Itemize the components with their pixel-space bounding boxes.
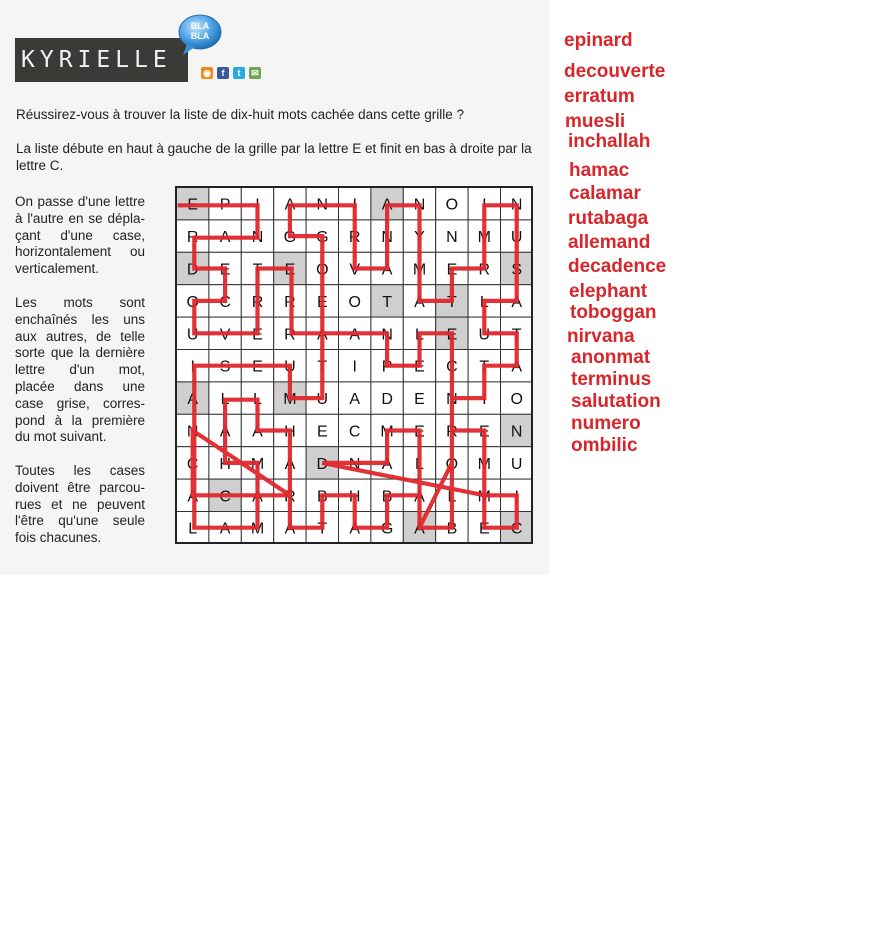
word-list-item: erratum [564,86,635,107]
grid-letter: A [414,293,425,311]
intro-line-2: La liste débute en haut à gauche de la grille par la lettre E et finit en bas à droite par la lettre C. [16,141,532,173]
grid-letter: B [446,520,458,538]
grid-letter: L [415,455,424,473]
grid-letter: A [511,293,523,311]
grid-letter: A [349,520,361,538]
grid-letter: G [283,229,297,247]
grid-letter: I [514,488,519,506]
grid-letter: O [316,261,329,279]
grid-letter: N [446,229,458,247]
letter-grid [175,186,533,549]
grid-letter: A [349,326,361,344]
facebook-icon[interactable]: f [217,67,229,79]
grid-letter: H [348,488,361,506]
word-list-item: rutabaga [568,208,649,229]
letter-grid-svg [175,186,533,544]
grid-letter: S [219,358,231,376]
grid-letter: L [220,391,230,409]
rules-paragraph-2: Les mots sont enchaînés les uns aux autres, de telle sorte que la dernière lettre d'un mot, placée dans une case grise, corres-pond à la première du mot suivant. [15,295,145,445]
bubble-text-top: BLA [190,21,210,31]
grid-letter: A [219,423,231,441]
grid-letter: H [284,423,296,441]
grid-letter: L [479,293,489,311]
rules-paragraph-1: On passe d'une lettre à l'autre en se dépla-çant d'une case, horizontalement ou verticalement. [15,194,145,277]
grid-letter: P [219,196,231,214]
grid-letter: I [352,358,357,376]
grid-letter: L [253,391,262,409]
word-list-item: decadence [568,256,667,277]
grid-letter: M [250,520,265,538]
word-list-item: ombilic [571,435,638,456]
grid-letter: T [479,358,490,376]
grid-letter: N [446,391,458,409]
grid-letter: E [478,423,490,441]
grid-letter: G [380,520,394,538]
grid-letter: E [446,261,458,279]
grid-letter: U [316,391,329,409]
grid-letter: I [190,358,195,376]
grid-letter: N [186,423,199,441]
grid-letter: R [478,261,491,279]
grid-letter: I [482,196,487,214]
grid-letter: E [414,423,425,441]
grid-letter: E [414,358,425,376]
intro-line-1: Réussirez-vous à trouver la liste de dix-huit mots cachée dans cette grille ? [16,107,464,122]
grid-letter: U [186,326,199,344]
grid-letter: M [380,423,394,441]
grid-letter: A [511,358,523,376]
grid-letter: B [316,488,328,506]
grid-letter: T [382,293,392,311]
grid-letter: R [446,423,458,441]
grid-letter: I [255,196,260,214]
grid-letter: B [381,488,393,506]
grid-letter: D [316,455,329,473]
grid-letter: T [447,293,457,311]
word-list-item: allemand [568,232,651,253]
grid-letter: N [381,229,393,247]
word-list-item: hamac [569,160,630,181]
grid-letter: A [219,229,231,247]
grid-letter: A [252,423,263,441]
grid-letter: A [284,196,296,214]
grid-letter: U [510,455,523,473]
grid-letter: T [511,326,522,344]
grid-letter: M [412,261,427,279]
grid-letter: M [283,391,297,409]
word-list-item: muesli [565,111,626,132]
grid-letter: A [284,520,296,538]
grid-letter: E [187,196,199,214]
grid-letter: C [219,488,231,506]
grid-letter: A [381,261,393,279]
grid-letter: N [510,423,523,441]
grid-letter: H [219,455,231,473]
grid-letter: N [251,229,264,247]
grid-letter: A [219,520,231,538]
word-list-item: elephant [569,281,648,302]
grid-letter: N [316,196,329,214]
grid-letter: C [510,520,523,538]
grid-letter: Y [414,229,425,247]
grid-letter: L [447,488,457,506]
speech-bubble-icon[interactable] [177,14,223,56]
grid-letter: A [381,455,393,473]
word-list-item: nirvana [567,326,635,347]
grid-letter: R [284,293,296,311]
word-list-item: toboggan [570,302,657,323]
grid-letter: T [252,261,263,279]
grid-letter: L [188,520,198,538]
bubble-text-bottom: BLA [190,31,210,41]
word-list-item: terminus [571,369,652,390]
grid-letter: A [414,488,425,506]
grid-letter: R [284,488,296,506]
grid-letter: O [445,455,459,473]
grid-letter: T [317,358,328,376]
word-list-item: decouverte [564,61,666,82]
grid-letter: V [349,261,361,279]
site-logo[interactable]: KYRIELLE [15,38,188,82]
grid-letter: E [252,326,263,344]
grid-letter: R [348,229,361,247]
grid-letter: U [478,326,491,344]
grid-letter: M [250,455,265,473]
grid-letter: E [219,261,231,279]
grid-letter: L [415,326,424,344]
grid-letter: R [251,293,264,311]
grid-letter: A [349,391,361,409]
grid-letter: S [511,261,523,279]
grid-letter: U [284,358,296,376]
grid-letter: O [445,196,459,214]
grid-letter: D [186,261,199,279]
grid-letter: E [316,293,328,311]
grid-letter: A [414,520,425,538]
word-list-item: anonmat [571,347,651,368]
word-list-item: calamar [569,183,641,204]
grid-letter: A [187,488,199,506]
share-icon[interactable]: ✉ [249,67,261,79]
grid-letter: C [219,293,231,311]
grid-letter: E [478,520,490,538]
grid-letter: A [187,391,199,409]
grid-letter: I [482,391,487,409]
word-list-item: salutation [571,391,661,412]
grid-letter: R [186,229,199,247]
grid-letter: E [284,261,296,279]
twitter-icon[interactable]: t [233,67,245,79]
grid-letter: N [381,326,393,344]
grid-letter: N [348,455,361,473]
grid-letter: A [252,488,263,506]
grid-letter: A [284,455,296,473]
rss-icon[interactable]: ◉ [201,67,213,79]
grid-letter: M [477,488,491,506]
grid-letter: A [316,326,328,344]
grid-letter: E [414,391,425,409]
grid-letter: N [510,196,523,214]
grid-letter: M [477,229,491,247]
grid-letter: A [381,196,393,214]
grid-letter: T [317,520,328,538]
grid-letter: N [413,196,426,214]
grid-letter: O [510,391,523,409]
grid-letter: M [477,455,491,473]
word-list-item: inchallah [568,131,651,152]
grid-letter: D [381,391,393,409]
grid-letter: O [186,293,199,311]
grid-letter: P [381,358,393,376]
grid-letter: R [284,326,296,344]
grid-letter: I [352,196,357,214]
grid-letter: E [446,326,458,344]
word-list-item: numero [571,413,641,434]
grid-letter: V [219,326,231,344]
rules-paragraph-3: Toutes les cases doivent être parcou-rues et ne peuvent l'être qu'une seule fois chacunes. [15,463,145,546]
grid-letter: O [348,293,361,311]
grid-letter: C [446,358,458,376]
grid-letter: E [252,358,263,376]
word-list-item: epinard [564,30,633,51]
grid-letter: C [348,423,361,441]
grid-letter: G [316,229,329,247]
grid-letter: E [316,423,328,441]
grid-letter: C [186,455,199,473]
grid-letter: U [510,229,523,247]
